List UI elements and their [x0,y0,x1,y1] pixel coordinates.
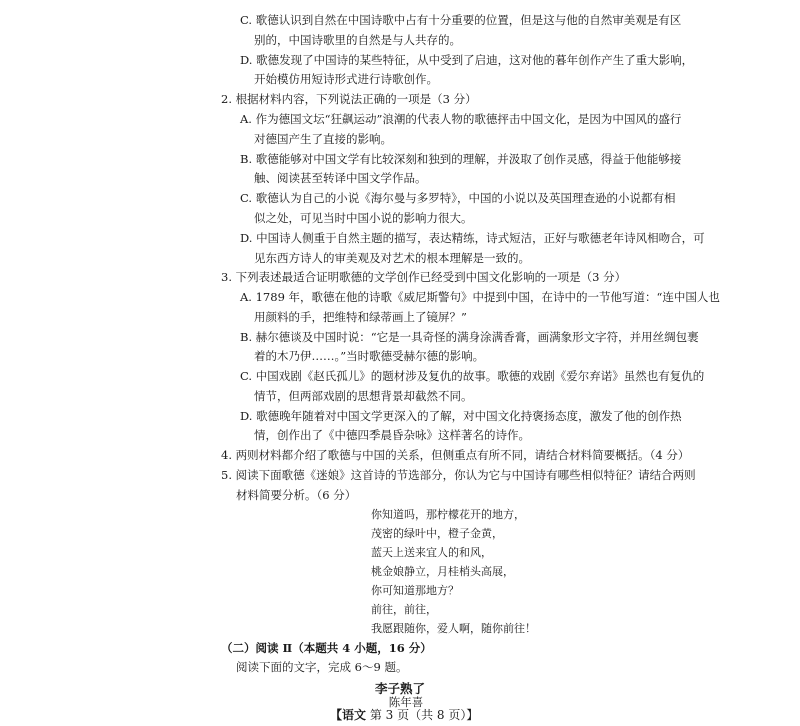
poem-line: 茂密的绿叶中，橙子金黄， [371,527,503,540]
q3-option-a-line2: 用颜料的手，把维特和绿蒂画上了镜屏？” [254,310,467,324]
poem-line: 蓝天上送来宜人的和风， [371,546,492,559]
poem-line: 桃金娘静立，月桂梢头高展， [371,565,514,578]
poem-line: 你可知道那地方？ [371,584,459,597]
q2-option-b-line1: B. 歌德能够对中国文学有比较深刻和独到的理解，并汲取了创作灵感，得益于他能够接 [240,152,682,166]
q1-option-d-line2: 开始模仿用短诗形式进行诗歌创作。 [254,72,438,86]
poem-line: 前往，前往， [371,603,437,616]
q3-option-b-line2: 着的木乃伊……。”当时歌德受赫尔德的影响。 [254,349,485,363]
q3-stem: 3. 下列表述最适合证明歌德的文学创作已经受到中国文化影响的一项是（3 分） [221,270,627,284]
q3-option-c-line2: 情节，但两部戏剧的思想背景却截然不同。 [254,389,473,403]
q2-option-a-line1: A. 作为德国文坛“狂飙运动”浪潮的代表人物的歌德抨击中国文化，是因为中国风的盛行 [240,112,682,126]
story-author: 陈年喜 [388,695,424,709]
q1-option-c-line2: 别的，中国诗歌里的自然是与人共存的。 [254,33,461,47]
poem-line: 我愿跟随你，爱人啊，随你前往！ [371,622,536,635]
poem-line: 你知道吗，那柠檬花开的地方， [371,508,525,521]
q3-option-b-line1: B. 赫尔德谈及中国时说：“它是一具奇怪的满身涂满香膏，画满象形文字符，并用丝绸包裹 [240,330,699,344]
q3-option-a-line1: A. 1789 年，歌德在他的诗歌《威尼斯警句》中提到中国，在诗中的一节他写道：“连中国人也 [240,290,720,304]
q1-option-d-line1: D. 歌德发现了中国诗的某些特征，从中受到了启迪，这对他的暮年创作产生了重大影响， [240,53,694,67]
q5-stem-line2: 材料简要分析。（6 分） [236,488,357,502]
q3-option-c-line1: C. 中国戏剧《赵氏孤儿》的题材涉及复仇的故事。歌德的戏剧《爱尔弃诺》虽然也有复仇的 [240,369,705,383]
q2-option-d-line2: 见东西方诗人的审美观及对艺术的根本理解是一致的。 [254,251,530,265]
q3-option-d-line2: 情，创作出了《中德四季晨昏杂咏》这样著名的诗作。 [254,428,530,442]
section2-instruction: 阅读下面的文字，完成 6～9 题。 [236,660,408,674]
q2-option-d-line1: D. 中国诗人侧重于自然主题的描写，表达精练，诗式短洁，正好与歌德老年诗风相吻合，可 [240,231,705,245]
q2-option-c-line1: C. 歌德认为自己的小说《海尔曼与多罗特》，中国的小说以及英国理查逊的小说都有相 [240,191,676,205]
q1-option-c-line1: C. 歌德认识到自然在中国诗歌中占有十分重要的位置，但是这与他的自然审美观是有区 [240,13,682,27]
q4-stem: 4. 两则材料都介绍了歌德与中国的关系，但侧重点有所不同，请结合材料简要概括。（4 分） [221,448,690,462]
page-footer [330,706,478,723]
q3-option-d-line1: D. 歌德晚年随着对中国文学更深入的了解，对中国文化持褒扬态度，激发了他的创作热 [240,409,682,423]
q5-stem-line1: 5. 阅读下面歌德《迷娘》这首诗的节选部分，你认为它与中国诗有哪些相似特征？请结合两则 [221,468,696,482]
q2-option-c-line2: 似之处，可见当时中国小说的影响力很大。 [254,211,473,225]
footer-subject: 【语文 [330,708,367,722]
section2-heading: （二）阅读 Ⅱ（本题共 4 小题，16 分） [221,641,432,655]
q2-option-a-line2: 对德国产生了直接的影响。 [254,132,392,146]
story-title: 李子熟了 [374,681,426,696]
footer-page-info: 第 3 页（共 8 页）】 [369,708,479,722]
q2-stem: 2. 根据材料内容，下列说法正确的一项是（3 分） [221,92,477,106]
q2-option-b-line2: 触、阅读甚至转译中国文学作品。 [254,171,427,185]
